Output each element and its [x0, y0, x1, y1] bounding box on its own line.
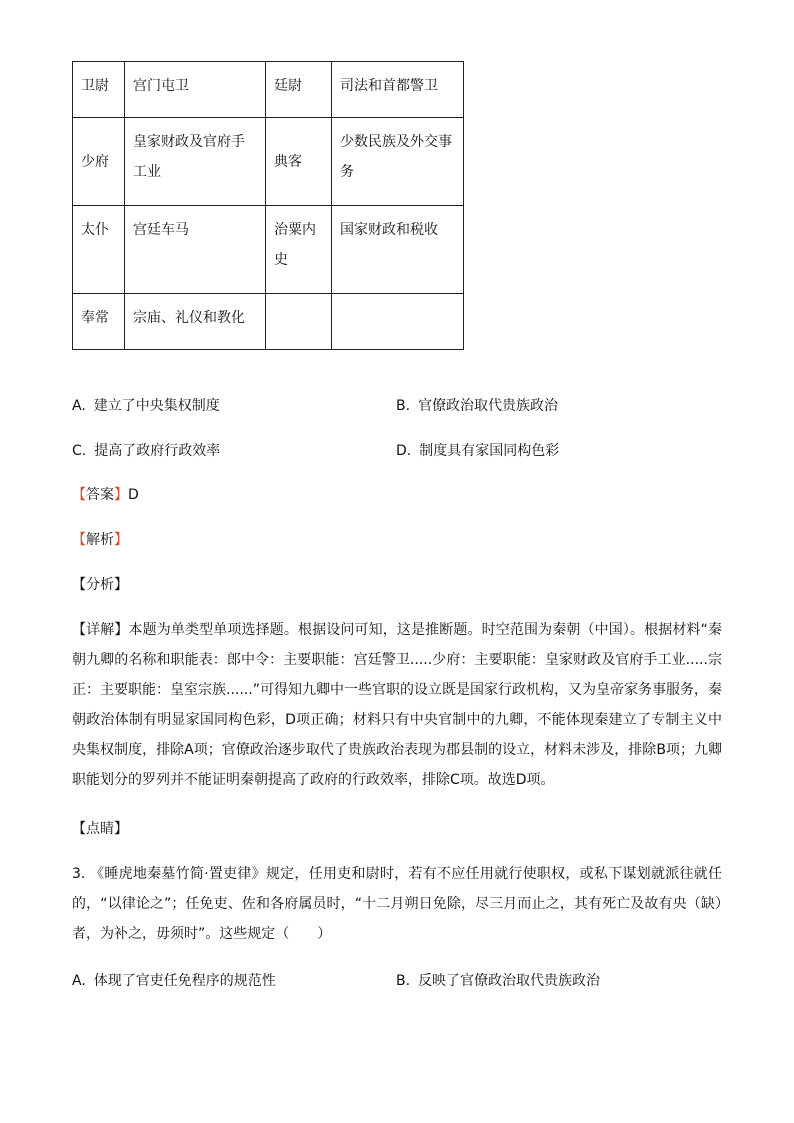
option-a — [72, 396, 220, 416]
option-d — [396, 441, 559, 461]
table-cell: 廷尉 — [266, 62, 332, 118]
option-b — [396, 396, 558, 416]
option-letter: B. — [396, 398, 411, 414]
option-letter: A. — [72, 398, 86, 414]
detail-paragraph: 【详解】本题为单类型单项选择题。根据设问可知，这是推断题。时空范围为秦朝（中国）。根据材料“秦朝九卿的名称和职能表：郎中令：主要职能：宫廷警卫.....少府：主要职能：皇家财政及官府手工业.....宗正：主要职能：皇室宗族......”可得知九卿中一些官职的设立既是国家行政机构，又为皇帝家务事服务，秦朝政治体制有明显家国同构色彩，D项正确；材料只有中央官制中的九卿，不能体现秦建立了专制主义中央集权制度，排除A项；官僚政治逐步取代了贵族政治表现为郡县制的设立，材料未涉及，排除B项；九卿职能划分的罗列并不能证明秦朝提高了政府的行政效率，排除C项。故选D项。 — [72, 622, 722, 788]
table-cell: 宗庙、礼仪和教化 — [125, 294, 266, 350]
option-c — [72, 441, 220, 461]
analysis-tag-line: 【解析】 — [72, 532, 128, 548]
option-text: 提高了政府行政效率 — [94, 443, 221, 459]
fenxi-tag: 分析 — [86, 577, 114, 593]
table-row — [73, 62, 464, 118]
option-letter: C. — [72, 443, 87, 459]
option-text: 建立了中央集权制度 — [93, 398, 220, 414]
analysis-tag: 解析 — [86, 532, 114, 548]
table-cell: 少府 — [73, 118, 125, 206]
table-cell: 国家财政和税收 — [332, 206, 464, 294]
option-text: 官僚政治取代贵族政治 — [418, 398, 559, 414]
table-cell: 少数民族及外交事务 — [332, 118, 464, 206]
option-text: 反映了官僚政治取代贵族政治 — [418, 973, 601, 989]
answer-line: 【答案】D — [72, 487, 139, 503]
table-cell: 皇家财政及官府手工业 — [125, 118, 266, 206]
table-cell — [332, 294, 464, 350]
table-cell — [266, 294, 332, 350]
q3-option-b — [396, 971, 600, 991]
option-letter: A. — [72, 973, 86, 989]
option-text: 体现了官吏任免程序的规范性 — [93, 973, 276, 989]
fenxi-tag-line: 【分析】 — [72, 577, 128, 593]
answer-tag: 答案 — [86, 487, 114, 503]
option-letter: D. — [396, 443, 412, 459]
table-cell: 宫门屯卫 — [125, 62, 266, 118]
dianjing-tag-line: 【点睛】 — [72, 821, 128, 837]
table-cell: 治粟内史 — [266, 206, 332, 294]
table-row — [73, 118, 464, 206]
option-letter: B. — [396, 973, 411, 989]
table-cell: 典客 — [266, 118, 332, 206]
answer-value: D — [128, 487, 139, 503]
option-text: 制度具有家国同构色彩 — [419, 443, 560, 459]
table-cell: 宫廷车马 — [125, 206, 266, 294]
table-cell: 司法和首都警卫 — [332, 62, 464, 118]
table-cell: 太仆 — [73, 206, 125, 294]
question-3-stem: 3. 《睡虎地秦墓竹简·置吏律》规定，任用吏和尉时，若有不应任用就行使职权，或私下谋划就派往就任的，“以律论之”；任免吏、佐和各府属员时，“十二月朔日免除，尽三月而止之，其有死亡及故有央（缺）者，为补之，毋须时”。这些规定（ ） — [72, 866, 722, 942]
table-row — [73, 206, 464, 294]
detail-text: 本题为单类型单项选择题。根据设问可知，这是推断题。时空范围为秦朝（中国）。根据材料“秦朝九卿的名称和职能表：郎中令：主要职能：宫廷警卫.....少府：主要职能：皇家财政及官府手工业.....宗正：主要职能：皇室宗族......”可得知九卿中一些官职的设立既是国家行政机构，又为皇帝家务事服务，秦朝政治体制有明显家国同构色彩，D项正确；材料只有中央官制中的九卿，不能体现秦建立了专制主义中央集权制度，排除A项；官僚政治逐步取代了贵族政治表现为郡县制的设立，材料未涉及，排除B项；九卿职能划分的罗列并不能证明秦朝提高了政府的行政效率，排除C项。故选D项。 — [72, 622, 722, 788]
duties-table — [72, 61, 464, 350]
dianjing-tag: 点睛 — [86, 821, 114, 837]
table-row — [73, 294, 464, 350]
detail-tag: 详解 — [86, 622, 115, 638]
table-cell: 卫尉 — [73, 62, 125, 118]
q3-option-a — [72, 971, 276, 991]
table-cell: 奉常 — [73, 294, 125, 350]
